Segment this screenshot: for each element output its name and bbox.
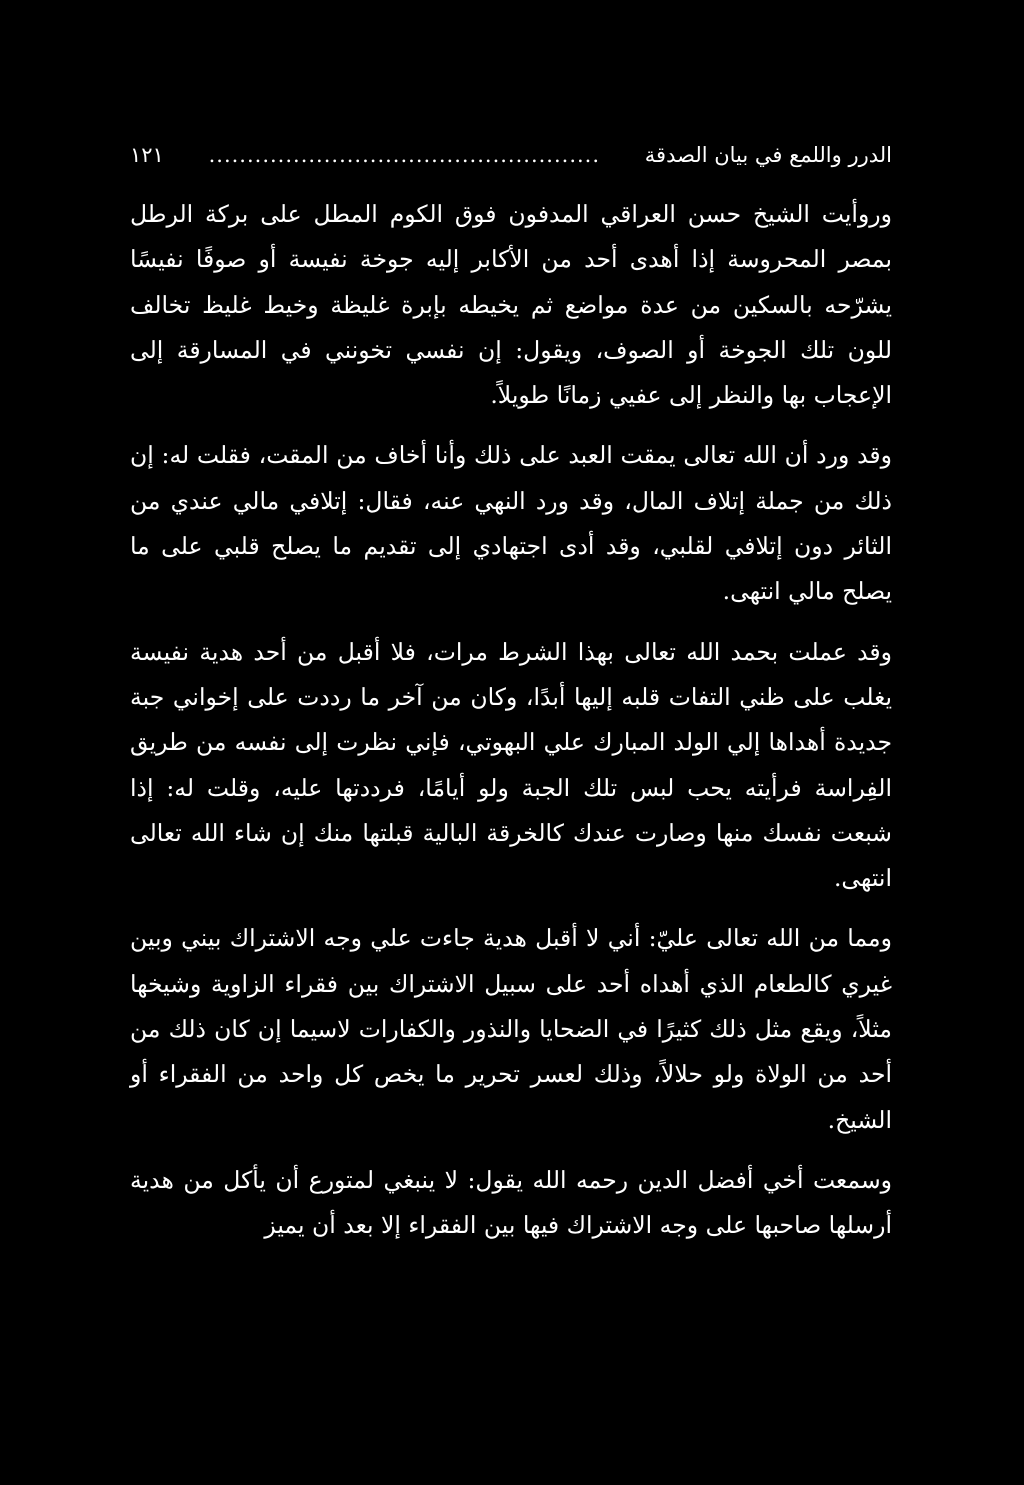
header-leader-dots: ................................................... [208,143,601,167]
paragraph-3: وقد عملت بحمد الله تعالى بهذا الشرط مرات، فلا أقبل من أحد هدية نفيسة يغلب على ظني التفات قلبه إليها أبدًا، وكان من آخر ما رددت على إخواني جبة جديدة أهداها إلي الولد المبارك علي البهوتي، فإني نظرت إلى نفسه من طريق الفِراسة فرأيته يحب لبس تلك الجبة ولو أيامًا، فرددتها عليه، وقلت له: إذا شبعت نفسك منها وصارت عندك كالخرقة البالية قبلتها منك إن شاء الله تعالى انتهى. [130,637,892,893]
running-header [130,138,892,172]
paragraph-1: وروأيت الشيخ حسن العراقي المدفون فوق الكوم المطل على بركة الرطل بمصر المحروسة إذا أهدى أحد من الأكابر إليه جوخة نفيسة أو صوفًا نفيسًا يشرّحه بالسكين من عدة مواضع ثم يخيطه بإبرة غليظة وخيط غليظ تخالف للون تلك الجوخة أو الصوف، ويقول: إن نفسي تخونني في المسارقة إلى الإعجاب بها والنظر إلى عفيي زمانًا طويلاً. [130,200,892,410]
paragraph-4: ومما من الله تعالى عليّ: أني لا أقبل هدية جاءت علي وجه الاشتراك بيني وبين غيري كالطعام الذي أهداه أحد على سبيل الاشتراك بين فقراء الزاوية وشيخها مثلاً، ويقع مثل ذلك كثيرًا في الضحايا والنذور والكفارات لاسيما إن كان ذلك من أحد من الولاة ولو حلالاً، وذلك لعسر تحرير ما يخص كل واحد من الفقراء أو الشيخ. [130,924,892,1134]
paragraph-2: وقد ورد أن الله تعالى يمقت العبد على ذلك وأنا أخاف من المقت، فقلت له: إن ذلك من جملة إتلاف المال، وقد ورد النهي عنه، فقال: إتلافي مالي عندي من الثائر دون إتلافي لقلبي، وقد أدى اجتهادي إلى تقديم ما يصلح قلبي على ما يصلح مالي انتهى. [130,441,892,606]
page-number: ١٢١ [130,143,164,167]
body-text [130,192,892,1249]
paragraph-5: وسمعت أخي أفضل الدين رحمه الله يقول: لا ينبغي لمتورع أن يأكل من هدية أرسلها صاحبها على وجه الاشتراك فيها بين الفقراء إلا بعد أن يميز [130,1165,892,1240]
header-title: الدرر واللمع في بيان الصدقة [644,143,892,167]
